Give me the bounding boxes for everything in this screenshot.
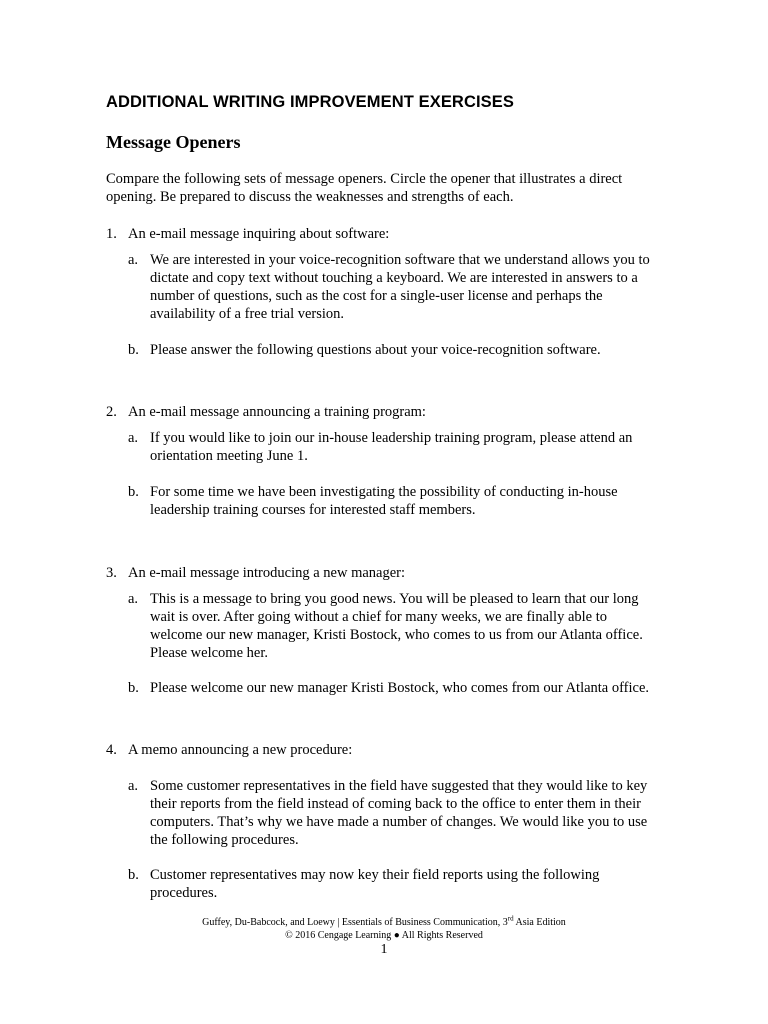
option-line: leadership training courses for interested staff members. <box>150 502 476 518</box>
option-letter: a. <box>128 778 139 794</box>
question-3 <box>106 564 405 582</box>
option-text <box>150 483 690 519</box>
question-prompt: A memo announcing a new procedure: <box>128 742 353 758</box>
footer-citation <box>0 916 768 929</box>
option-line: Please welcome our new manager Kristi Bostock, who comes from our Atlanta office. <box>150 680 650 696</box>
option-letter: a. <box>128 591 139 607</box>
option-letter: a. <box>128 252 139 268</box>
page-footer <box>0 916 768 942</box>
option-text <box>150 679 690 697</box>
question-4 <box>106 741 352 759</box>
option-letter: b. <box>128 680 139 696</box>
question-prompt: An e-mail message announcing a training program: <box>128 404 426 420</box>
page-number: 1 <box>380 942 388 957</box>
option-line: Some customer representatives in the field have suggested that they would like to key <box>150 778 648 794</box>
option-line: dictate and copy text without touching a keyboard. We are interested in answers to a <box>150 270 638 286</box>
option-line: If you would like to join our in-house leadership training program, please attend an <box>150 430 633 446</box>
option-line: We are interested in your voice-recognition software that we understand allows you to <box>150 252 650 268</box>
question-2 <box>106 403 426 421</box>
option-line: This is a message to bring you good news. You will be pleased to learn that our long <box>150 591 639 607</box>
option-line: the following procedures. <box>150 832 299 848</box>
intro-line: Compare the following sets of message openers. Circle the opener that illustrates a direct <box>106 171 623 187</box>
option-line: their reports from the field instead of coming back to the office to enter them in their <box>150 796 641 812</box>
option-line: welcome our new manager, Kristi Bostock, who comes to us from our Atlanta office. <box>150 627 643 643</box>
intro-line: opening. Be prepared to discuss the weaknesses and strengths of each. <box>106 189 514 205</box>
intro-paragraph <box>106 170 666 206</box>
page-title: ADDITIONAL WRITING IMPROVEMENT EXERCISES <box>106 93 514 111</box>
question-number: 2. <box>106 404 117 420</box>
option-line: orientation meeting June 1. <box>150 448 308 464</box>
option-line: Please answer the following questions about your voice-recognition software. <box>150 342 601 358</box>
option-line: Customer representatives may now key their field reports using the following <box>150 867 600 883</box>
option-text <box>150 866 690 902</box>
option-line: number of questions, such as the cost for a single-user license and perhaps the <box>150 288 603 304</box>
option-line: procedures. <box>150 885 218 901</box>
question-prompt: An e-mail message introducing a new manager: <box>128 565 406 581</box>
question-number: 4. <box>106 742 117 758</box>
option-text <box>150 429 690 465</box>
option-letter: b. <box>128 342 139 358</box>
question-number: 3. <box>106 565 117 581</box>
question-1 <box>106 225 389 243</box>
option-letter: b. <box>128 867 139 883</box>
option-text <box>150 777 690 849</box>
option-text <box>150 251 690 323</box>
option-text <box>150 341 690 359</box>
question-prompt: An e-mail message inquiring about software: <box>128 226 390 242</box>
option-text <box>150 590 690 662</box>
footer-superscript: rd <box>507 914 514 923</box>
footer-citation-edition: Asia Edition <box>513 917 566 928</box>
option-line: availability of a free trial version. <box>150 306 345 322</box>
option-letter: a. <box>128 430 139 446</box>
footer-copyright: © 2016 Cengage Learning ● All Rights Reserved <box>285 930 483 941</box>
option-line: computers. That’s why we have made a number of changes. We would like you to use <box>150 814 648 830</box>
section-heading: Message Openers <box>106 132 241 152</box>
question-number: 1. <box>106 226 117 242</box>
option-letter: b. <box>128 484 139 500</box>
option-line: Please welcome her. <box>150 645 268 661</box>
option-line: For some time we have been investigating the possibility of conducting in-house <box>150 484 618 500</box>
option-line: wait is over. After going without a chief for many weeks, we are finally able to <box>150 609 608 625</box>
footer-citation-text: Guffey, Du-Babcock, and Loewy | Essentials of Business Communication, 3 <box>202 917 508 928</box>
